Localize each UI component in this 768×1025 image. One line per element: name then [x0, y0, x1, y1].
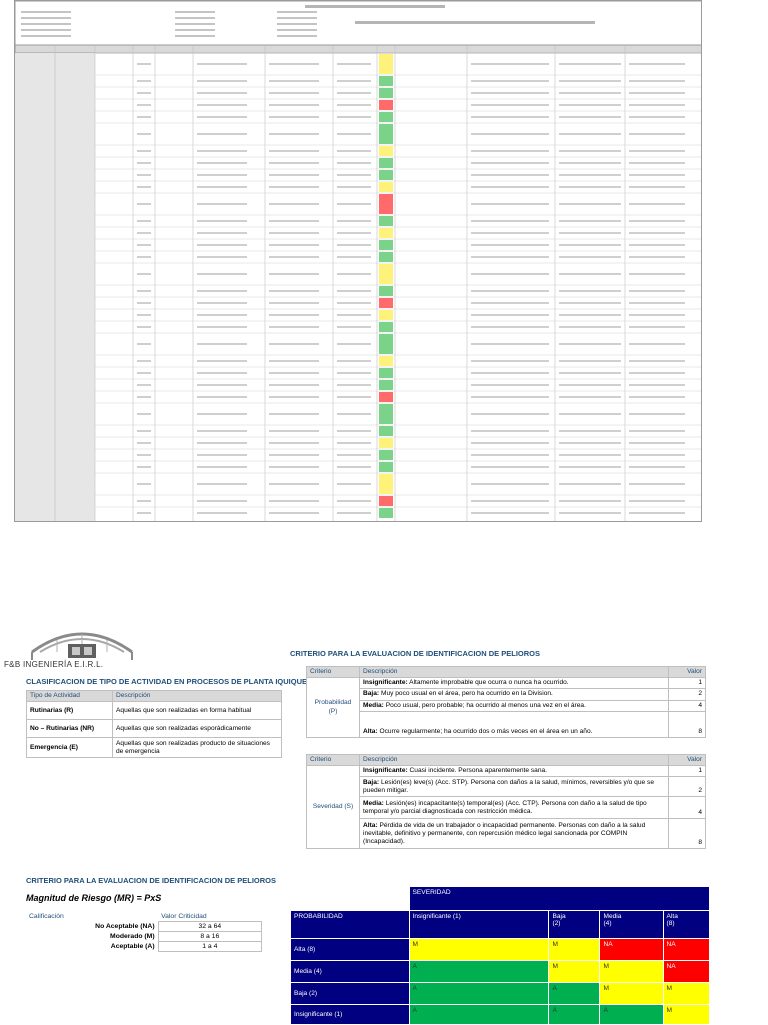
- risk-cell: A: [409, 961, 549, 983]
- table-header-row: [26, 912, 262, 922]
- criterion-value: 8: [669, 819, 706, 849]
- criterion-description: Media: Poco usual, pero probable; ha ocurrido al menos una vez en el área.: [360, 700, 669, 711]
- table-row: [291, 961, 710, 983]
- table-row: [291, 1005, 710, 1025]
- probability-section-title: CRITERIO PARA LA EVALUACION DE IDENTIFICACION DE PELIOROS: [290, 649, 541, 658]
- column-header: Descripción: [360, 667, 669, 678]
- risk-cell: A: [549, 983, 600, 1005]
- criterion-value: 2: [669, 777, 706, 797]
- magnitude-table: [26, 912, 262, 952]
- risk-cell: M: [549, 939, 600, 961]
- table-row: [307, 711, 706, 737]
- table-row: [307, 700, 706, 711]
- table-row: [291, 983, 710, 1005]
- mr-section-title: CRITERIO PARA LA EVALUACION DE IDENTIFICACION DE PELIOROS: [26, 876, 277, 885]
- table-row: [291, 939, 710, 961]
- activity-type: Rutinarias (R): [27, 702, 113, 720]
- rating-value: 1 a 4: [158, 942, 261, 952]
- risk-cell: A: [409, 983, 549, 1005]
- criterion-description: Media: Lesión(es) incapacitante(s) temporal(es) (Acc. CTP). Persona con daño a la salud de tipo temporal y/o parcial diagnosticada con restricción médica.: [360, 797, 669, 819]
- table-row: [307, 777, 706, 797]
- activity-type-table: [26, 690, 282, 758]
- company-logo: [12, 622, 152, 684]
- probability-criteria-table: [306, 666, 706, 738]
- column-header: Tipo de Actividad: [27, 691, 113, 702]
- column-header: Valor: [669, 755, 706, 766]
- criterion-description: Baja: Muy poco usual en el área, pero ha ocurrido en la Division.: [360, 689, 669, 700]
- table-row: [307, 678, 706, 689]
- column-header: Criterio: [307, 667, 360, 678]
- criterion-value: 1: [669, 766, 706, 777]
- criterion-description: Insignificante: Cuasi incidente. Persona aparentemente sana.: [360, 766, 669, 777]
- risk-cell: M: [663, 1005, 709, 1025]
- criterion-value: 4: [669, 797, 706, 819]
- activity-section-title: CLASIFICACION DE TIPO DE ACTIVIDAD EN PROCESOS DE PLANTA IQUIQUE: [26, 677, 307, 686]
- activity-description: Aquellas que son realizadas producto de situaciones de emergencia: [113, 738, 282, 758]
- activity-type: No – Rutinarias (NR): [27, 720, 113, 738]
- table-row: [26, 932, 262, 942]
- risk-cell: A: [409, 1005, 549, 1025]
- criterion-description: Baja: Lesión(es) leve(s) (Acc. STP). Persona con daños a la salud, mínimos, reversibles y/o que se pueden mitigar.: [360, 777, 669, 797]
- table-header-row: [27, 691, 282, 702]
- table-row: [307, 689, 706, 700]
- criterion-value: 1: [669, 678, 706, 689]
- criterion-value: 8: [669, 711, 706, 737]
- severity-column: Insignificante (1): [409, 911, 549, 939]
- criterion-value: 4: [669, 700, 706, 711]
- risk-cell: M: [600, 983, 663, 1005]
- risk-cell: NA: [600, 939, 663, 961]
- table-row: [26, 922, 262, 932]
- severity-header-row: [291, 887, 710, 911]
- probability-row-label: Baja (2): [291, 983, 410, 1005]
- risk-cell: M: [663, 983, 709, 1005]
- table-row: [307, 797, 706, 819]
- activity-description: Aquellas que son realizadas esporádicamente: [113, 720, 282, 738]
- risk-cell: NA: [663, 961, 709, 983]
- mr-formula: Magnitud de Riesgo (MR) = PxS: [26, 893, 162, 903]
- table-row: [307, 819, 706, 849]
- criterion-label: Probabilidad (P): [307, 678, 360, 738]
- column-header: Criterio: [307, 755, 360, 766]
- table-row: [307, 766, 706, 777]
- rating-value: 32 a 64: [158, 922, 261, 932]
- risk-cell: M: [409, 939, 549, 961]
- risk-matrix: [290, 886, 710, 1025]
- column-header: Descripción: [360, 755, 669, 766]
- risk-cell: M: [549, 961, 600, 983]
- column-header: Valor: [669, 667, 706, 678]
- risk-cell: A: [600, 1005, 663, 1025]
- rating-label: Moderado (M): [110, 933, 155, 940]
- risk-cell: A: [549, 1005, 600, 1025]
- severity-label: SEVERIDAD: [409, 887, 710, 911]
- criterion-label: Severidad (S): [307, 766, 360, 849]
- matrix-corner: [291, 887, 410, 911]
- criterion-description: Alta: Ocurre regularmente; ha ocurrido dos o más veces en el área en un año.: [360, 711, 669, 737]
- column-header-row: [291, 911, 710, 939]
- activity-description: Aquellas que son realizadas en forma habitual: [113, 702, 282, 720]
- rating-label: No Aceptable (NA): [95, 923, 155, 930]
- rating-label: Aceptable (A): [110, 943, 155, 950]
- severity-column: Media (4): [600, 911, 663, 939]
- severity-column: Alta (8): [663, 911, 709, 939]
- table-row: [27, 702, 282, 720]
- probability-row-label: Alta (8): [291, 939, 410, 961]
- probability-row-label: Insignificante (1): [291, 1005, 410, 1025]
- criterion-value: 2: [669, 689, 706, 700]
- rating-value: 8 a 16: [158, 932, 261, 942]
- table-header-row: [307, 667, 706, 678]
- risk-cell: M: [600, 961, 663, 983]
- severity-criteria-table: [306, 754, 706, 849]
- probability-label: PROBABILIDAD: [291, 911, 410, 939]
- criterion-description: Insignificante: Altamente improbable que ocurra o nunca ha ocurrido.: [360, 678, 669, 689]
- activity-type: Emergencia (E): [27, 738, 113, 758]
- column-header: Calificación: [29, 913, 64, 921]
- column-header: Valor Criticidad: [161, 913, 207, 920]
- severity-column: Baja (2): [549, 911, 600, 939]
- table-header-row: [307, 755, 706, 766]
- column-header: Descripción: [113, 691, 282, 702]
- criterion-description: Alta: Pérdida de vida de un trabajador o incapacidad permanente. Personas con daño a la salud inevitable, definitivo y permanente, con repercusión médico legal sancionada por COMPIN (Incapacidad).: [360, 819, 669, 849]
- risk-cell: NA: [663, 939, 709, 961]
- table-row: [26, 942, 262, 952]
- table-row: [27, 738, 282, 758]
- probability-row-label: Media (4): [291, 961, 410, 983]
- table-row: [27, 720, 282, 738]
- company-name: F&B INGENIERÍA E.I.R.L.: [4, 660, 104, 669]
- hazard-matrix-image: [14, 0, 702, 522]
